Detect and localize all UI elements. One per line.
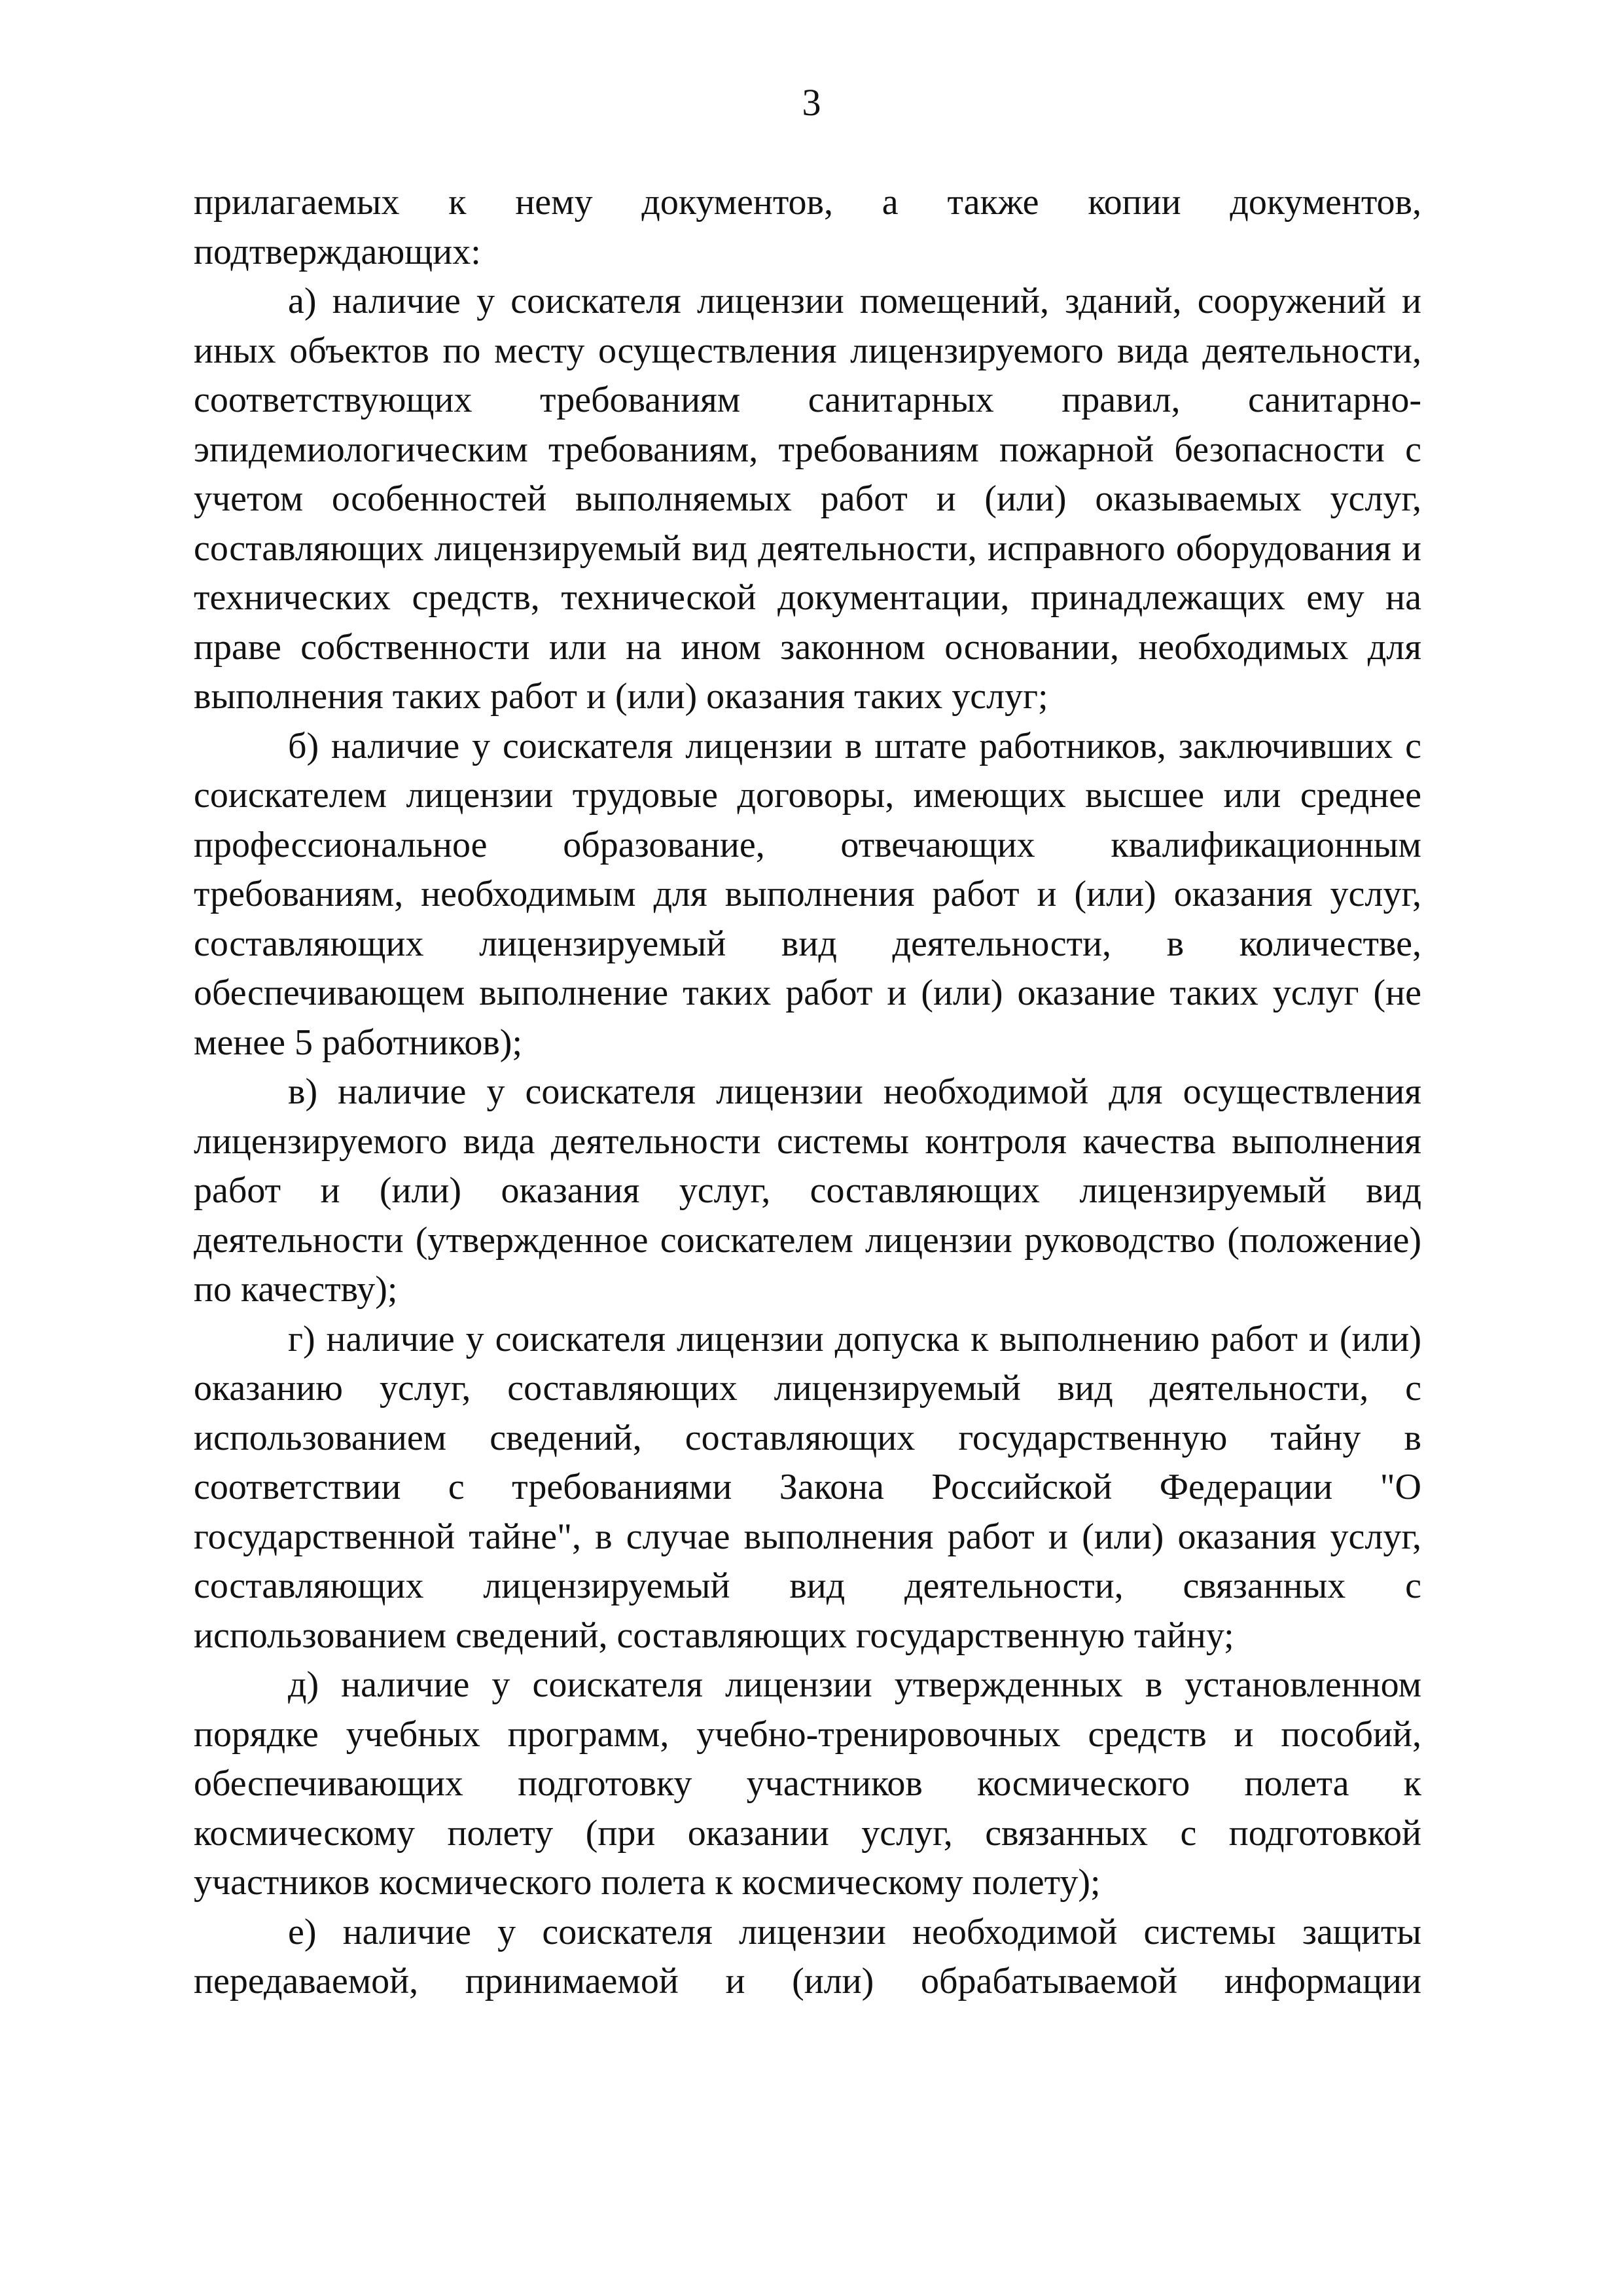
paragraph-item-b: б) наличие у соискателя лицензии в штате работников, заключивших с соискателем лицензии трудовые договоры, имеющих высшее или среднее профессиональное образование, отвечающих квалификационным требованиям, необходимым для выполнения работ и (или) оказания услуг, составляющих лицензируемый вид деятельности, в количестве, обеспечивающем выполнение таких работ и (или) оказание таких услуг (не менее 5 работников); bbox=[194, 725, 1421, 1063]
paragraph-item-a: а) наличие у соискателя лицензии помещений, зданий, сооружений и иных объектов по месту осуществления лицензируемого вида деятельности, соответствующих требованиям санитарных правил, санитарно-эпидемиологическим требованиям, требованиям пожарной безопасности с учетом особенностей выполняемых работ и (или) оказываемых услуг, составляющих лицензируемый вид деятельности, исправного оборудования и технических средств, технической документации, принадлежащих ему на праве собственности или на ином законном основании, необходимых для выполнения таких работ и (или) оказания таких услуг; bbox=[194, 281, 1421, 717]
page-number: 3 bbox=[802, 81, 821, 124]
paragraph-item-g: г) наличие у соискателя лицензии допуска к выполнению работ и (или) оказанию услуг, составляющих лицензируемый вид деятельности, с использованием сведений, составляющих государственную тайну в соответствии с требованиями Закона Российской Федерации "О государственной тайне", в случае выполнения работ и (или) оказания услуг, составляющих лицензируемый вид деятельности, связанных с использованием сведений, составляющих государственную тайну; bbox=[194, 1318, 1421, 1656]
paragraph-item-d: д) наличие у соискателя лицензии утвержденных в установленном порядке учебных программ, учебно-тренировочных средств и пособий, обеспечивающих подготовку участников космического полета к космическому полету (при оказании услуг, связанных с подготовкой участников космического полета к космическому полету); bbox=[194, 1664, 1421, 1903]
paragraph-continuation: прилагаемых к нему документов, а также копии документов, подтверждающих: bbox=[194, 182, 1421, 272]
paragraph-item-e: е) наличие у соискателя лицензии необходимой системы защиты передаваемой, принимаемой и (или) обрабатываемой информации bbox=[194, 1911, 1421, 2001]
paragraph-item-v: в) наличие у соискателя лицензии необходимой для осуществления лицензируемого вида деятельности системы контроля качества выполнения работ и (или) оказания услуг, составляющих лицензируемый вид деятельности (утвержденное соискателем лицензии руководство (положение) по качеству); bbox=[194, 1071, 1421, 1310]
document-body bbox=[194, 178, 1421, 2007]
